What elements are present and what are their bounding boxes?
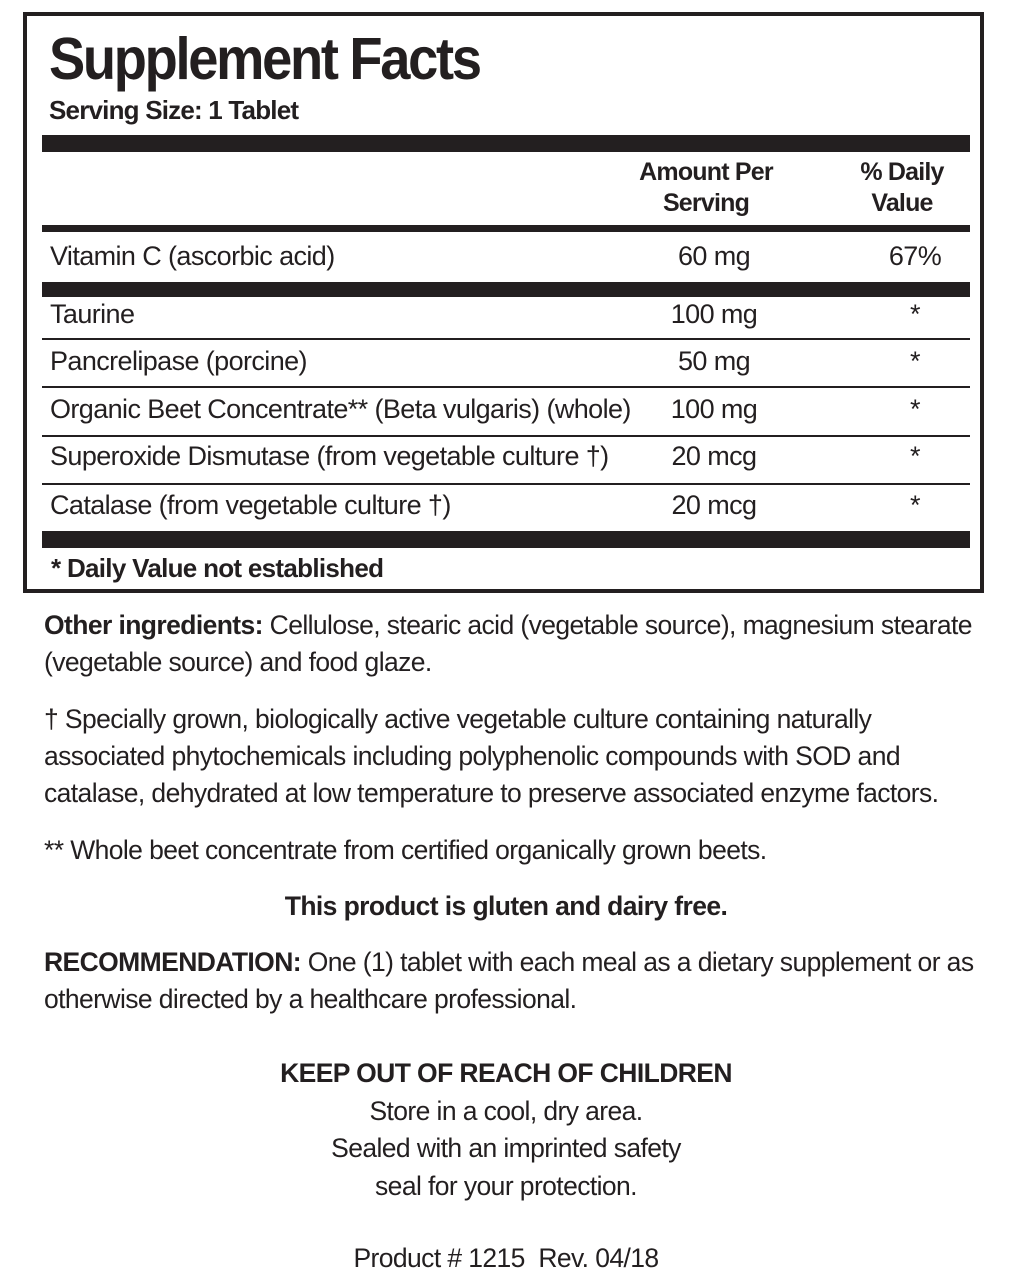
nutrient-daily-value: * [910,490,920,520]
gluten-dairy-statement: This product is gluten and dairy free. [284,891,728,921]
thick-divider-mid [42,282,970,297]
thick-divider-bottom [42,531,970,548]
warning-heading: KEEP OUT OF REACH OF CHILDREN [280,1058,732,1088]
beet-footnote: ** Whole beet concentrate from certified organically grown beets. [44,835,767,865]
recommendation [44,944,984,1018]
recommendation-label: RECOMMENDATION: [44,947,301,977]
product-code: Product # 1215 Rev. 04/18 [353,1243,659,1273]
nutrient-daily-value: * [910,346,920,376]
nutrient-amount: 60 mg [677,241,751,271]
other-ingredients [44,607,984,681]
nutrient-name: Taurine [50,299,135,329]
panel-title: Supplement Facts [49,26,480,92]
nutrient-name: Pancrelipase (porcine) [50,346,307,376]
nutrient-daily-value: * [910,299,920,329]
nutrient-daily-value: * [910,441,920,471]
storage-line: Store in a cool, dry area. [369,1096,643,1126]
nutrient-name: Catalase (from vegetable culture †) [50,490,451,520]
seal-line-1: Sealed with an imprinted safety [331,1133,681,1163]
row-divider [42,483,970,485]
other-ingredients-text: Cellulose, stearic acid (vegetable source), magnesium stearate (vegetable source) and food glaze. [44,610,972,677]
supplement-facts-panel [23,12,984,593]
nutrient-name: Vitamin C (ascorbic acid) [50,241,335,271]
row-divider [42,435,970,437]
nutrient-amount: 20 mcg [671,490,757,520]
nutrient-daily-value: * [910,394,920,424]
other-ingredients-label: Other ingredients: [44,610,263,640]
serving-size: Serving Size: 1 Tablet [49,95,299,125]
nutrient-amount: 100 mg [670,299,758,329]
row-divider [42,386,970,388]
nutrient-amount: 50 mg [677,346,751,376]
nutrient-daily-value: 67% [888,241,942,271]
nutrient-amount: 20 mcg [671,441,757,471]
amount-per-serving-header: Amount Per Serving [639,158,773,217]
header-divider [42,225,970,232]
dagger-footnote: † Specially grown, biologically active vegetable culture containing naturally associated phytochemicals including polyphenolic compounds with SOD and catalase, dehydrated at low temperature to preserve associated enzyme factors. [44,704,939,808]
nutrient-amount: 100 mg [670,394,758,424]
seal-line-2: seal for your protection. [375,1171,637,1201]
row-divider [42,338,970,340]
daily-value-header: % Daily Value [860,158,944,217]
nutrient-name: Superoxide Dismutase (from vegetable culture †) [50,441,609,471]
thick-divider-top [42,135,970,152]
daily-value-footnote: * Daily Value not established [51,553,384,583]
nutrient-name: Organic Beet Concentrate** (Beta vulgaris) (whole) [50,394,631,424]
recommendation-text: One (1) tablet with each meal as a dietary supplement or as otherwise directed by a healthcare professional. [44,947,974,1014]
